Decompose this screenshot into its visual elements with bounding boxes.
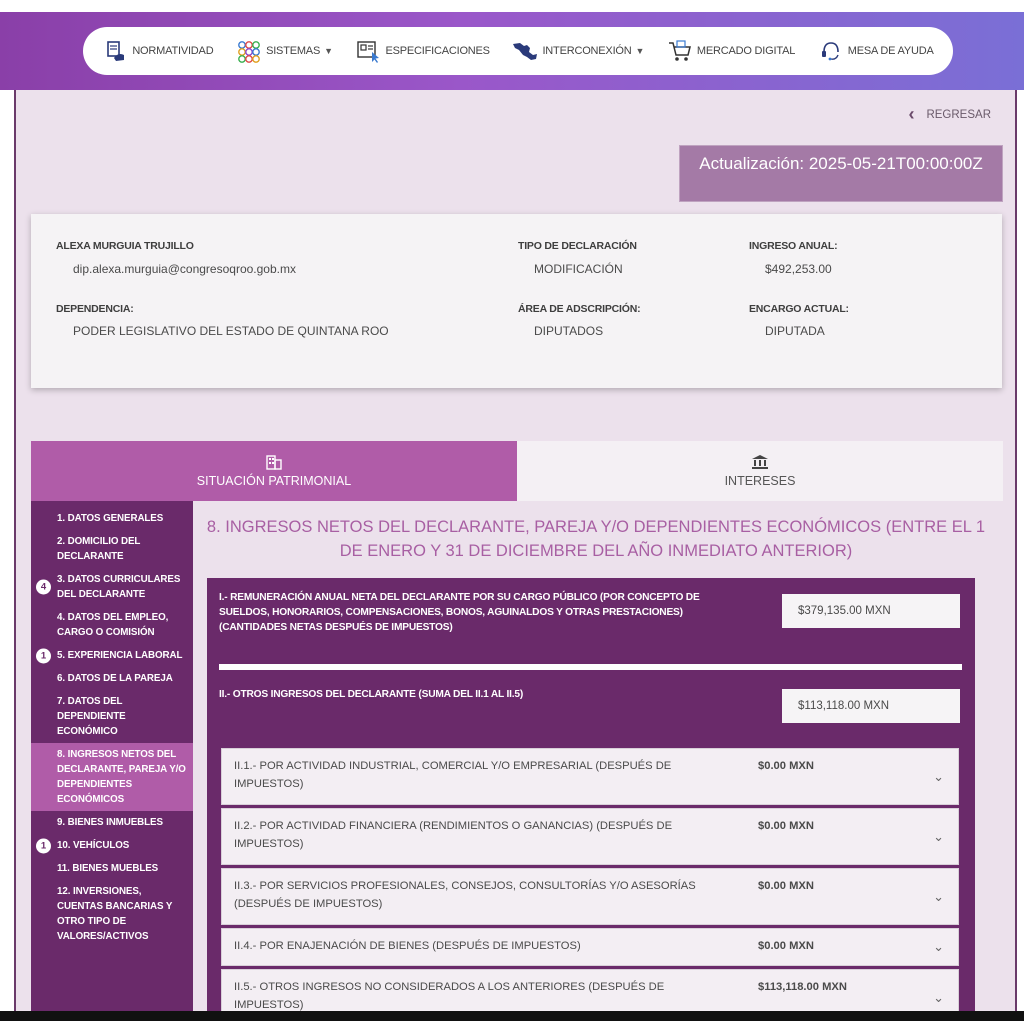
form-pointer-icon: [355, 38, 381, 64]
other-income-label: II.- OTROS INGRESOS DEL DECLARANTE (SUMA DEL II.1 AL II.5): [219, 689, 524, 700]
building-icon: [265, 454, 283, 470]
accordion-industrial[interactable]: [221, 748, 959, 805]
nav-label: INTERCONEXIÓN: [542, 45, 632, 57]
accordion-label: II.2.- POR ACTIVIDAD FINANCIERA (RENDIMIENTOS O GANANCIAS) (DESPUÉS DE IMPUESTOS): [234, 820, 673, 850]
accordion-value: $0.00 MXN: [758, 880, 814, 892]
sidebar-item-label: 10. VEHÍCULOS: [57, 840, 130, 851]
bank-icon: [751, 454, 769, 470]
accordion-label: II.5.- OTROS INGRESOS NO CONSIDERADOS A LOS ANTERIORES (DESPUÉS DE IMPUESTOS): [234, 981, 665, 1011]
main-content: [193, 501, 1003, 1021]
nav-item-mesa-de-ayuda[interactable]: [818, 38, 934, 64]
sidebar-item-inversiones[interactable]: [31, 880, 193, 948]
assignment-area-value: DIPUTADOS: [534, 324, 604, 338]
chevron-down-icon: ⌄: [933, 989, 944, 1005]
caret-down-icon: ▼: [635, 46, 645, 56]
tab-intereses[interactable]: [517, 441, 1003, 501]
sidebar-item-label: 3. DATOS CURRICULARES DEL DECLARANTE: [57, 574, 181, 600]
sidebar-item-vehiculos[interactable]: [31, 834, 193, 857]
declaration-type-value: MODIFICACIÓN: [534, 262, 623, 276]
annual-income-value: $492,253.00: [765, 262, 832, 276]
sidebar-item-label: 8. INGRESOS NETOS DEL DECLARANTE, PAREJA Y/O DEPENDIENTES ECONÓMICOS: [57, 749, 186, 805]
count-badge: 1: [36, 648, 51, 663]
sidebar-item-label: 12. INVERSIONES, CUENTAS BANCARIAS Y OTRO TIPO DE VALORES/ACTIVOS: [57, 886, 173, 942]
mexico-map-icon: [512, 38, 538, 64]
accordion-label: II.4.- POR ENAJENACIÓN DE BIENES (DESPUÉS DE IMPUESTOS): [234, 940, 581, 952]
section-title: 8. INGRESOS NETOS DEL DECLARANTE, PAREJA Y/O DEPENDIENTES ECONÓMICOS (ENTRE EL 1 DE ENERO Y 31 DE DICIEMBRE DEL AÑO INMEDIATO ANTERIOR): [206, 518, 986, 560]
nav-label: SISTEMAS: [266, 45, 321, 57]
tabs: [31, 441, 1003, 501]
accordion-value: $0.00 MXN: [758, 820, 814, 832]
accordion-value: $113,118.00 MXN: [758, 981, 847, 993]
document-hand-icon: [102, 38, 128, 64]
income-panel: [207, 578, 975, 1021]
divider: [219, 664, 962, 670]
sidebar-item-experiencia-laboral[interactable]: [31, 644, 193, 667]
accordion-value: $0.00 MXN: [758, 940, 814, 952]
update-date-badge: Actualización: 2025-05-21T00:00:00Z: [679, 145, 1003, 202]
caret-down-icon: ▼: [324, 46, 333, 56]
nav-label: MERCADO DIGITAL: [696, 45, 796, 57]
bottom-edge: [0, 1011, 1024, 1021]
back-label: REGRESAR: [926, 108, 991, 121]
page-frame: [14, 90, 1017, 1021]
shopping-cart-icon: [667, 38, 693, 64]
accordion-financiera[interactable]: [221, 808, 959, 865]
circles-grid-icon: [236, 38, 262, 64]
headset-icon: [818, 38, 844, 64]
accordion-label: II.1.- POR ACTIVIDAD INDUSTRIAL, COMERCIAL Y/O EMPRESARIAL (DESPUÉS DE IMPUESTOS): [234, 760, 672, 790]
tab-situacion-patrimonial[interactable]: [31, 441, 517, 501]
sidebar-item-label: 9. BIENES INMUEBLES: [57, 817, 163, 828]
top-nav-bar: [0, 12, 1024, 90]
sidebar-item-label: 2. DOMICILIO DEL DECLARANTE: [57, 536, 141, 562]
back-button[interactable]: [908, 104, 991, 125]
current-position-label: ENCARGO ACTUAL:: [749, 303, 849, 315]
tab-label: SITUACIÓN PATRIMONIAL: [196, 474, 352, 488]
nav-item-normatividad[interactable]: [102, 38, 213, 64]
sidebar-item-domicilio[interactable]: [31, 530, 193, 568]
sidebar-item-label: 4. DATOS DEL EMPLEO, CARGO O COMISIÓN: [57, 612, 169, 638]
dependency-label: DEPENDENCIA:: [56, 303, 134, 315]
sidebar-item-datos-generales[interactable]: [31, 507, 193, 530]
chevron-down-icon: ⌄: [933, 939, 944, 954]
sidebar: [31, 501, 193, 1021]
sidebar-item-dependiente-economico[interactable]: [31, 690, 193, 743]
sidebar-item-label: 6. DATOS DE LA PAREJA: [57, 673, 173, 684]
declarant-info-card: [31, 214, 1002, 388]
dependency-value: PODER LEGISLATIVO DEL ESTADO DE QUINTANA ROO: [73, 324, 389, 338]
current-position-value: DIPUTADA: [765, 324, 825, 338]
sidebar-item-bienes-muebles[interactable]: [31, 857, 193, 880]
sidebar-item-label: 7. DATOS DEL DEPENDIENTE ECONÓMICO: [57, 696, 126, 737]
sidebar-item-ingresos-netos[interactable]: [31, 743, 193, 811]
nav-label: NORMATIVIDAD: [132, 45, 214, 57]
tab-label: INTERESES: [724, 474, 796, 488]
accordion-label: II.3.- POR SERVICIOS PROFESIONALES, CONSEJOS, CONSULTORÍAS Y/O ASESORÍAS (DESPUÉS DE IMPUESTOS): [234, 880, 696, 910]
count-badge: 1: [36, 838, 51, 853]
other-income-value: $113,118.00 MXN: [782, 689, 960, 723]
sidebar-item-label: 5. EXPERIENCIA LABORAL: [57, 650, 183, 661]
chevron-left-icon: ‹: [908, 104, 915, 124]
chevron-down-icon: ⌄: [933, 888, 944, 904]
nav-item-sistemas[interactable]: [236, 38, 333, 64]
sidebar-item-datos-curriculares[interactable]: [31, 568, 193, 606]
remuneration-value: $379,135.00 MXN: [782, 594, 960, 628]
annual-income-label: INGRESO ANUAL:: [749, 240, 838, 252]
nav-item-mercado-digital[interactable]: [667, 38, 795, 64]
nav-item-especificaciones[interactable]: [355, 38, 489, 64]
declarant-email: dip.alexa.murguia@congresoqroo.gob.mx: [73, 262, 296, 276]
sidebar-item-label: 1. DATOS GENERALES: [57, 513, 164, 524]
declaration-type-label: TIPO DE DECLARACIÓN: [518, 240, 637, 252]
sidebar-item-datos-empleo[interactable]: [31, 606, 193, 644]
nav-label: ESPECIFICACIONES: [385, 45, 490, 57]
accordion-enajenacion[interactable]: [221, 928, 959, 966]
accordion-servicios-profesionales[interactable]: [221, 868, 959, 925]
nav-label: MESA DE AYUDA: [847, 45, 934, 57]
nav-pill: [83, 27, 953, 75]
count-badge: 4: [36, 580, 51, 595]
nav-item-interconexion[interactable]: [512, 38, 644, 64]
assignment-area-label: ÁREA DE ADSCRIPCIÓN:: [518, 303, 641, 315]
sidebar-item-bienes-inmuebles[interactable]: [31, 811, 193, 834]
remuneration-label: I.- REMUNERACIÓN ANUAL NETA DEL DECLARANTE POR SU CARGO PÚBLICO (POR CONCEPTO DE SUELDOS, HONORARIOS, COMPENSACIONES, BONOS, AGUINALDOS Y OTRAS PRESTACIONES) (CANTIDADES NETAS DESPUÉS DE IMPUESTOS): [219, 592, 700, 633]
sidebar-item-label: 11. BIENES MUEBLES: [57, 863, 159, 874]
sidebar-item-datos-pareja[interactable]: [31, 667, 193, 690]
accordion-value: $0.00 MXN: [758, 760, 814, 772]
chevron-down-icon: ⌄: [933, 828, 944, 844]
declarant-name: ALEXA MURGUIA TRUJILLO: [56, 240, 194, 252]
chevron-down-icon: ⌄: [933, 768, 944, 784]
